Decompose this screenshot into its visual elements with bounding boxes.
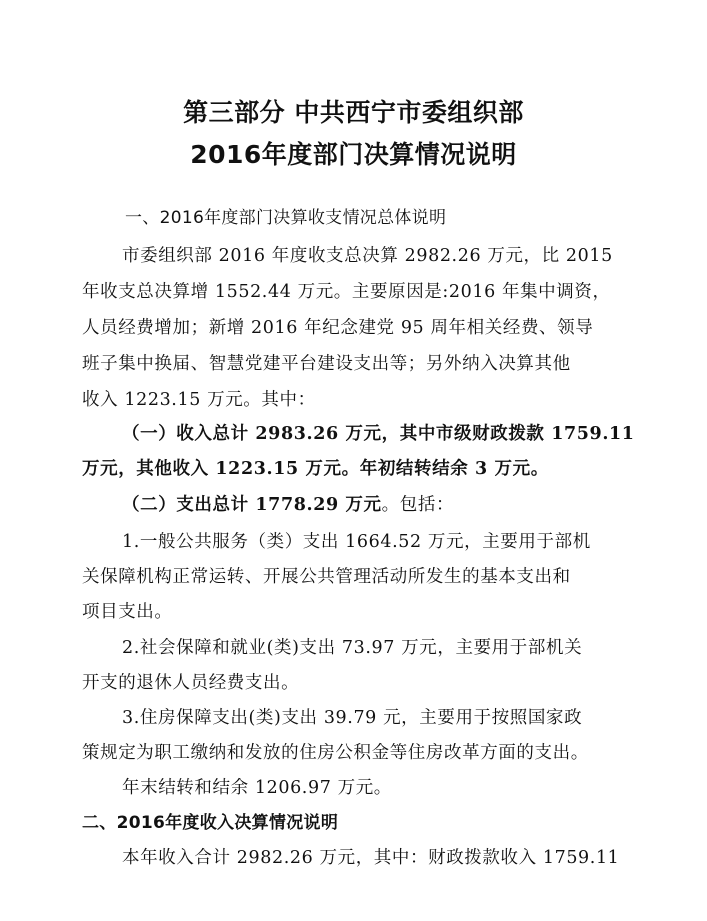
section-1-heading: 一、2016年度部门决算收支情况总体说明 (125, 208, 447, 228)
section-1-paragraph-line: 班子集中换届、智慧党建平台建设支出等；另外纳入决算其他 (82, 354, 571, 374)
section-2-heading: 二、2016年度收入决算情况说明 (82, 813, 339, 833)
income-summary-line: （一）收入总计 2983.26 万元，其中市级财政拨款 1759.11 (122, 424, 635, 444)
expense-summary-suffix: 。包括： (381, 495, 455, 515)
section-1-paragraph-line: 年收支总决算增 1552.44 万元。主要原因是:2016 年集中调资， (82, 282, 611, 302)
document-title-line-1: 第三部分 中共西宁市委组织部 (183, 98, 524, 127)
year-end-balance: 年末结转和结余 1206.97 万元。 (122, 778, 392, 798)
section-1-paragraph-line: 人员经费增加；新增 2016 年纪念建党 95 周年相关经费、领导 (82, 318, 594, 338)
expense-item-line: 2.社会保障和就业(类)支出 73.97 万元，主要用于部机关 (122, 638, 583, 658)
section-1-paragraph-line: 收入 1223.15 万元。其中： (82, 390, 316, 410)
income-summary-line: 万元，其他收入 1223.15 万元。年初结转结余 3 万元。 (82, 459, 549, 479)
expense-item-line: 3.住房保障支出(类)支出 39.79 元，主要用于按照国家政 (122, 708, 583, 728)
expense-item-line: 1.一般公共服务（类）支出 1664.52 万元，主要用于部机 (122, 532, 591, 552)
section-1-paragraph-line: 市委组织部 2016 年度收支总决算 2982.26 万元，比 2015 (122, 246, 613, 266)
expense-item-line: 开支的退休人员经费支出。 (82, 673, 300, 693)
expense-item-line: 策规定为职工缴纳和发放的住房公积金等住房改革方面的支出。 (82, 743, 589, 763)
section-2-paragraph-line: 本年收入合计 2982.26 万元，其中：财政拨款收入 1759.11 (122, 848, 620, 868)
expense-summary (122, 493, 454, 517)
expense-summary-total: （二）支出总计 1778.29 万元 (122, 495, 382, 515)
expense-item-line: 关保障机构正常运转、开展公共管理活动所发生的基本支出和 (82, 567, 571, 587)
expense-item-line: 项目支出。 (82, 602, 173, 622)
document-title-line-2: 2016年度部门决算情况说明 (190, 140, 517, 169)
